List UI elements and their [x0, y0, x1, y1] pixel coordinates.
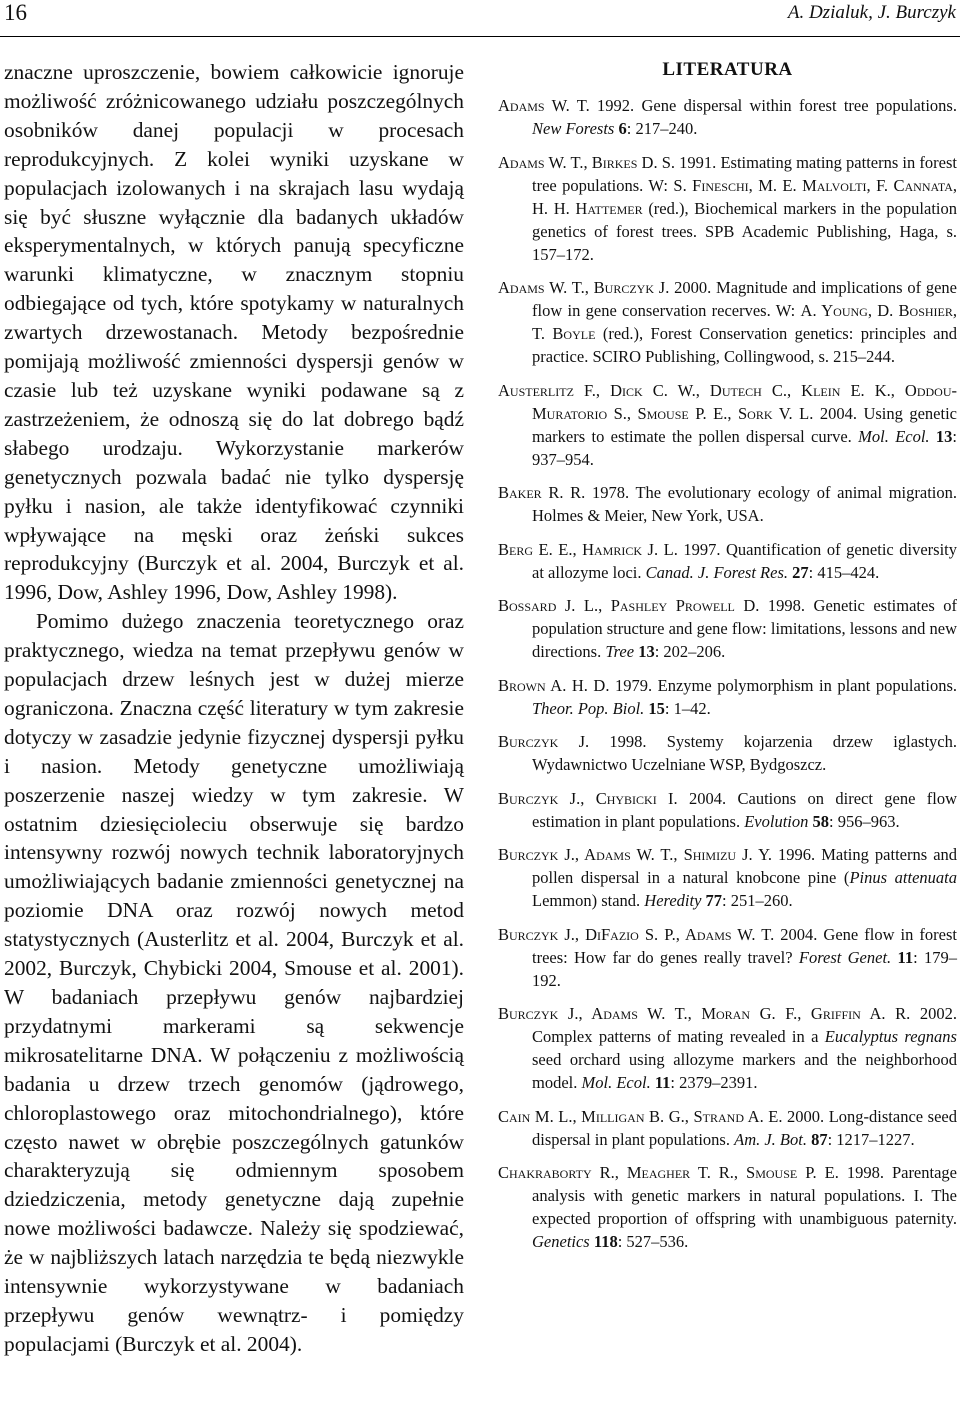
reference-text: 2004. Using genetic markers to estimate the pollen dispersal curve.	[532, 403, 957, 446]
reference-text: Forest Genet.	[798, 947, 892, 967]
reference-entry	[498, 923, 957, 992]
running-head: A. Dzialuk, J. Burczyk	[787, 2, 956, 23]
reference-text: 77	[705, 891, 723, 910]
reference-text: Cain M. L., Milligan B. G., Strand A. E.	[498, 1106, 783, 1126]
reference-text: Lemmon) stand.	[532, 891, 645, 910]
reference-entry	[498, 276, 957, 368]
reference-text: Eucalyptus regnans	[824, 1027, 957, 1046]
reference-text: 87	[811, 1129, 828, 1149]
reference-entry	[498, 481, 957, 527]
reference-entry	[498, 674, 957, 720]
reference-text: Adams W. T., Birkes D. S.	[498, 152, 676, 172]
reference-text: 1991. Estimating mating patterns in forest tree populations. W:	[532, 152, 957, 195]
reference-text: 1992. Gene dispersal within forest tree populations.	[589, 96, 957, 115]
reference-text: : 415–424.	[808, 562, 880, 582]
reference-text: Evolution	[744, 811, 809, 831]
reference-text: Burczyk J., DiFazio S. P., Adams W. T.	[498, 924, 775, 944]
page-number: 16	[4, 0, 27, 25]
reference-text: 13	[638, 642, 655, 661]
reference-text: 27	[792, 562, 809, 582]
reference-text: Austerlitz F., Dick C. W., Dutech C., Klein E. K., Oddou-Muratorio S., Smouse P. E., Sork V. L.	[498, 380, 957, 423]
reference-text: Burczyk J., Adams W. T., Shimizu J. Y.	[498, 845, 773, 864]
reference-text: : 937–954.	[532, 426, 957, 469]
reference-text: : 179–192.	[532, 947, 957, 990]
reference-text: Pinus attenuata	[849, 868, 957, 887]
literature-heading: LITERATURA	[662, 59, 793, 80]
literature-column	[498, 58, 957, 1264]
reference-text: Adams W. T., Burczyk J.	[498, 278, 670, 297]
reference-entry	[498, 594, 957, 663]
reference-text: 1979. Enzyme polymorphism in plant populations.	[609, 675, 957, 695]
reference-text: 2002. Complex patterns of mating revealed in a	[532, 1004, 957, 1046]
reference-entry	[498, 1002, 957, 1094]
reference-text: Theor. Pop. Biol.	[532, 698, 645, 718]
reference-text: 2004. Cautions on direct gene flow estimation in plant populations.	[532, 788, 958, 831]
reference-text: : 1–42.	[664, 698, 711, 718]
body-paragraph: Pomimo dużego znaczenia teoretycznego oraz praktycznego, wiedza na temat przepływu genów w populacjach drzew leśnych jest w dużej mierze ograniczona. Znaczna część literatury w tym zakresie dotyczy w zasadzie jedynie fizycznej dyspersji pyłku i nasion. Metody genetyczne umożliwiają poszerzenie naszej wiedzy w tym zakresie. W ostatnim dziesięcioleciu obserwuje się bardzo intensywny rozwój nowych technik laboratoryjnych umożliwiających badanie zmienności genetycznej na poziomie DNA oraz rozwój nowych metod statystycznych (Austerlitz et al. 2004, Burczyk et al. 2002, Burczyk, Chybicki 2004, Smouse et al. 2001). W badaniach przepływu genów najbardziej przydatnymi markerami są sekwencje mikrosatelitarne DNA. W połączeniu z możliwością badania u drzew trzech genomów (jądrowego, chloroplastowego oraz mitochondrialnego), które często nawet w obrębie poszczególnych gatunków charakteryzują się odmiennym sposobem dziedziczenia, metody genetyczne dają zupełnie nowe możliwości badawcze. Należy się spodziewać, że w najbliższych latach narzędzia te będą niezwykle intensywnie wykorzystywane w badaniach przepływu genów wewnątrz- i pomiędzy populacjami (Burczyk et al. 2004).	[4, 609, 464, 1356]
reference-text: Chakraborty R., Meagher T. R., Smouse P. E.	[498, 1163, 839, 1182]
reference-text: 1978. The evolutionary ecology of animal migration. Holmes & Meier, New York, USA.	[532, 483, 958, 525]
reference-text: 1998. Genetic estimates of population structure and gene flow: limitations, lessons and new directions.	[532, 596, 957, 661]
reference-entry	[498, 787, 957, 833]
reference-text: 2004. Gene flow in forest trees: How far do genes really travel?	[532, 924, 957, 967]
reference-text: (red.), Forest Conservation genetics: principles and practice. SCIRO Publishing, Collingwood, s. 215–244.	[532, 324, 958, 366]
reference-text: : 2379–2391.	[670, 1073, 758, 1092]
reference-text: : 251–260.	[722, 891, 793, 910]
reference-entry	[498, 538, 957, 584]
reference-text: Canad. J. Forest Res.	[645, 562, 788, 582]
body-text-column	[4, 58, 464, 1359]
reference-text: Brown A. H. D.	[498, 675, 610, 695]
reference-text: 2000. Magnitude and implications of gene flow in gene conservation recerves. W:	[532, 278, 957, 320]
reference-text: Berg E. E., Hamrick J. L.	[498, 539, 678, 559]
reference-text: Burczyk J.	[498, 732, 590, 751]
reference-list	[498, 94, 957, 1253]
reference-text: Tree	[605, 642, 635, 661]
reference-text: 2000. Long-distance seed dispersal in plant populations.	[532, 1106, 957, 1149]
reference-text: 6	[618, 119, 627, 138]
reference-entry	[498, 843, 957, 912]
reference-text: Am. J. Bot.	[734, 1129, 807, 1149]
reference-text: Bossard J. L., Pashley Prowell D.	[498, 596, 760, 615]
reference-text: S. Fineschi, M. E. Malvolti, F. Cannata, H. H. Hattemer	[532, 175, 957, 218]
reference-text: 1998. Parentage analysis with genetic markers in natural populations. I. The expected proportion of offspring with unambiguous paternity.	[532, 1163, 957, 1228]
reference-text: : 1217–1227.	[827, 1129, 915, 1149]
reference-entry	[498, 94, 957, 140]
reference-entry	[498, 730, 957, 776]
page-header	[0, 0, 960, 37]
reference-text: (red.), Biochemical markers in the population genetics of forest trees. SPB Academic Publishing, Haga, s. 157–172.	[532, 198, 958, 264]
reference-text: : 202–206.	[654, 642, 726, 661]
reference-entry	[498, 379, 957, 471]
reference-text: 11	[897, 947, 914, 967]
reference-text: Mol. Ecol.	[858, 426, 930, 446]
reference-text: seed orchard using allozyme markers and the neighborhood model.	[532, 1050, 957, 1092]
reference-text: Burczyk J., Adams W. T., Moran G. F., Griffin A. R.	[498, 1004, 911, 1023]
reference-text: 11	[654, 1073, 671, 1092]
reference-entry	[498, 151, 957, 266]
reference-text: A. Young, D. Boshier, T. Boyle	[532, 301, 958, 343]
reference-text: 1997. Quantification of genetic diversity at allozyme loci.	[532, 539, 957, 582]
reference-text: Baker R. R.	[498, 483, 586, 502]
reference-text: Heredity	[644, 891, 702, 910]
reference-text: 1998. Systemy kojarzenia drzew iglastych. Wydawnictwo Uczelniane WSP, Bydgoszcz.	[532, 732, 957, 774]
body-paragraph: znaczne uproszczenie, bowiem całkowicie ignoruje możliwość zróżnicowanego udziału poszczególnych osobników danej populacji w procesach reprodukcyjnych. Z kolei wyniki uzyskane w populacjach izolowanych i na skrajach lasu wydają się być słuszne wyłącznie dla badanych układów eksperymentalnych, w których panują specyficzne warunki klimatyczne, w znacznym stopniu odbiegające od tych, które spotykamy w naturalnych zwartych drzewostanach. Metody bezpośrednie pomijają możliwość zmienności dyspersji genów w czasie lub też uzyskane wyniki podawane są z zastrzeżeniem, że odnoszą się do lat dobrego bądź słabego urodzaju. Wykorzystanie markerów genetycznych pozwala badać nie tylko dyspersję pyłku i nasion, ale także identyfikować czynniki wpływające na męski oraz żeński sukces reprodukcyjny (Burczyk et al. 2004, Burczyk et al. 1996, Dow, Ashley 1996, Dow, Ashley 1998).	[4, 60, 464, 605]
reference-text: 1996. Mating patterns and pollen dispersal in a natural knobcone pine (	[532, 845, 958, 887]
reference-text: : 956–963.	[828, 811, 900, 831]
reference-entry	[498, 1161, 957, 1253]
reference-text: 13	[935, 426, 953, 446]
reference-text: : 217–240.	[626, 119, 698, 138]
reference-text: 58	[812, 811, 829, 831]
reference-text: Genetics	[532, 1232, 590, 1251]
reference-text: Mol. Ecol.	[581, 1073, 651, 1092]
reference-text: New Forests	[532, 119, 615, 138]
reference-text: Burczyk J., Chybicki I.	[498, 788, 678, 808]
reference-entry	[498, 1105, 957, 1151]
reference-text: Adams W. T.	[498, 96, 590, 115]
reference-text: 118	[593, 1232, 618, 1251]
reference-text: : 527–536.	[617, 1232, 689, 1251]
reference-text: 15	[648, 698, 665, 718]
